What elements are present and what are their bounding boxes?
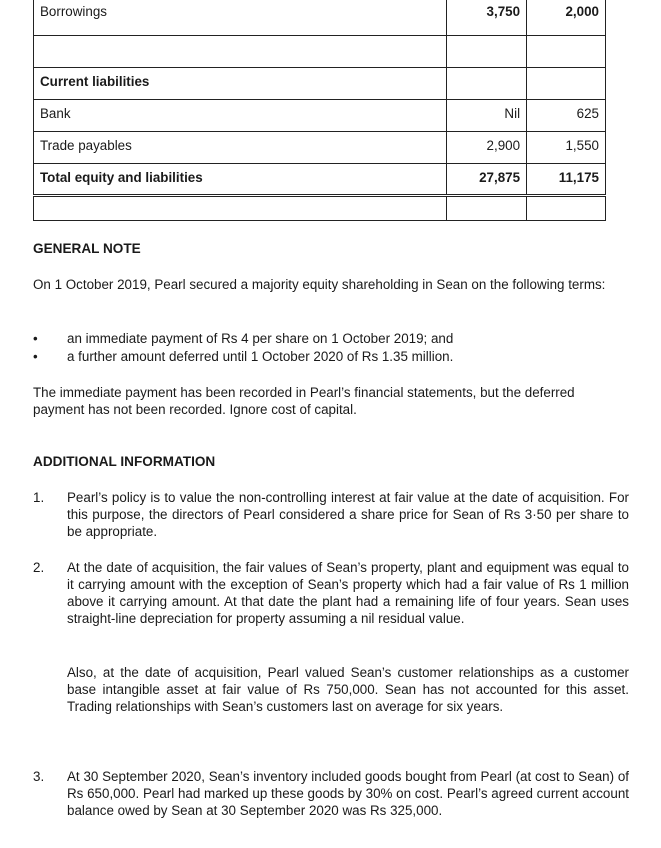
row-label: Borrowings xyxy=(34,0,447,35)
row-value-current: 3,750 xyxy=(447,0,527,35)
row-label: Bank xyxy=(34,99,447,131)
row-value-prior: 11,175 xyxy=(527,163,606,195)
row-value-prior: 2,000 xyxy=(527,0,606,35)
bullet-text: an immediate payment of Rs 4 per share on 1 October 2019; and xyxy=(67,331,454,346)
item-number: 2. xyxy=(33,560,45,575)
row-value-prior xyxy=(527,67,606,99)
bullet-text: a further amount deferred until 1 October 2020 of Rs 1.35 million. xyxy=(67,349,454,364)
item-text: At 30 September 2020, Sean’s inventory included goods bought from Pearl (at cost to Sean) of Rs 650,000. Pearl had marked up these goods by 30% on cost. Pearl’s agreed current account balance owed by Sean at 30 September 2020 was Rs 325,000. xyxy=(67,769,629,818)
row-label xyxy=(34,195,447,220)
table-row xyxy=(34,0,606,35)
general-note-intro: On 1 October 2019, Pearl secured a majority equity shareholding in Sean on the following terms: xyxy=(33,277,606,292)
row-value-prior xyxy=(527,195,606,220)
item-number: 1. xyxy=(33,490,45,505)
row-value-current xyxy=(447,195,527,220)
table-row xyxy=(34,35,606,67)
general-note-text: The immediate payment has been recorded in Pearl’s financial statements, but the deferred payment has not been recorded. Ignore cost of capital. xyxy=(33,385,575,417)
row-label: Trade payables xyxy=(34,131,447,163)
item-text: Also, at the date of acquisition, Pearl valued Sean’s customer relationships as a customer base intangible asset at fair value of Rs 750,000. Sean has not accounted for this asset. Trading relationships with Sean’s customers last on average for six years. xyxy=(67,665,629,714)
bullet-icon: • xyxy=(33,331,38,346)
list-item xyxy=(33,768,629,819)
row-value-current xyxy=(447,67,527,99)
row-label xyxy=(34,35,447,67)
row-value-prior: 1,550 xyxy=(527,131,606,163)
table-row xyxy=(34,131,606,163)
row-value-current: 2,900 xyxy=(447,131,527,163)
table-row xyxy=(34,67,606,99)
item-text: At the date of acquisition, the fair values of Sean’s property, plant and equipment was equal to it carrying amount with the exception of Sean’s property which had a fair value of Rs 1 million above it carrying amount. At that date the plant had a remaining life of four years. Sean uses straight-line depreciation for property assuming a nil residual value. xyxy=(67,560,629,626)
table-row-total xyxy=(34,163,606,195)
additional-info-heading: ADDITIONAL INFORMATION xyxy=(33,454,216,469)
row-value-current xyxy=(447,35,527,67)
item-text: Pearl’s policy is to value the non-controlling interest at fair value at the date of acquisition. For this purpose, the directors of Pearl considered a share price for Sean of Rs 3·50 per share to be appropriate. xyxy=(67,490,629,539)
bullet-icon: • xyxy=(33,349,38,364)
table-row xyxy=(34,99,606,131)
row-label: Total equity and liabilities xyxy=(34,163,447,195)
list-item xyxy=(33,489,629,540)
row-value-current: Nil xyxy=(447,99,527,131)
general-note-heading: GENERAL NOTE xyxy=(33,241,141,256)
list-item xyxy=(33,559,629,627)
financial-table xyxy=(33,0,606,221)
list-item-continued xyxy=(33,664,629,715)
row-value-current: 27,875 xyxy=(447,163,527,195)
row-value-prior: 625 xyxy=(527,99,606,131)
item-number: 3. xyxy=(33,769,45,784)
table-row xyxy=(34,195,606,220)
row-value-prior xyxy=(527,35,606,67)
row-label: Current liabilities xyxy=(34,67,447,99)
